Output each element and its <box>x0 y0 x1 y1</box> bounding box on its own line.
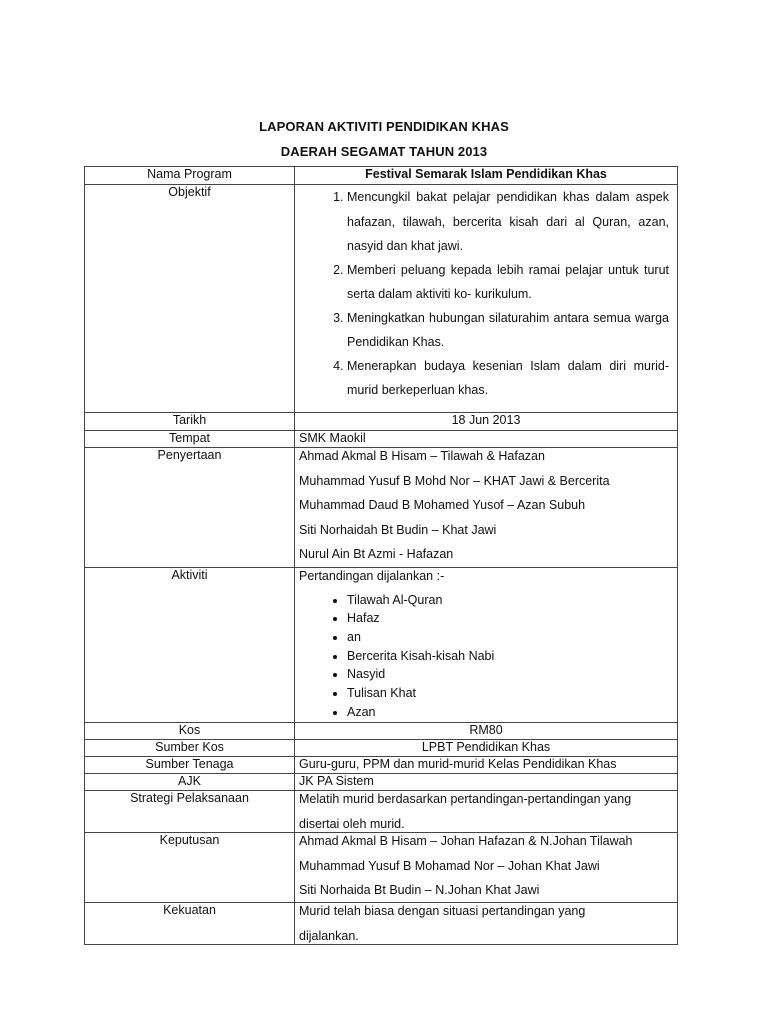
strategi-line: disertai oleh murid. <box>299 816 405 831</box>
objektif-list <box>299 185 673 404</box>
report-subtitle: DAERAH SEGAMAT TAHUN 2013 <box>280 144 488 159</box>
aktiviti-item: • Tulisan Khat <box>347 684 673 703</box>
strategi-line: Melatih murid berdasarkan pertandingan-pertandingan yang <box>299 791 632 806</box>
row-nama-program <box>85 167 678 185</box>
value-kos: RM80 <box>295 722 678 739</box>
label-tempat: Tempat <box>85 431 295 448</box>
objektif-item: 1. Mencungkil bakat pelajar pendidikan khas dalam aspek hafazan, tilawah, bercerita kisah dari al Quran, azan, nasyid dan khat jawi. <box>347 185 669 260</box>
value-strategi <box>295 790 678 832</box>
value-aktiviti <box>295 567 678 722</box>
row-aktiviti <box>85 567 678 722</box>
row-sumber-tenaga <box>85 756 678 773</box>
label-ajk: AJK <box>85 773 295 790</box>
participant-entry: Nurul Ain Bt Azmi - Hafazan <box>299 547 454 562</box>
keputusan-entry: Ahmad Akmal B Hisam – Johan Hafazan & N.Johan Tilawah <box>299 833 633 848</box>
value-objektif <box>295 185 678 413</box>
aktiviti-item: • an <box>347 628 673 647</box>
report-title: LAPORAN AKTIVITI PENDIDIKAN KHAS <box>259 119 509 134</box>
aktiviti-item: • Tilawah Al-Quran <box>347 591 673 610</box>
value-penyertaan <box>295 448 678 568</box>
label-penyertaan: Penyertaan <box>85 448 295 568</box>
objektif-item: 3. Meningkatkan hubungan silaturahim antara semua warga Pendidikan Khas. <box>347 306 669 356</box>
label-sumber-tenaga: Sumber Tenaga <box>85 756 295 773</box>
value-sumber-kos: LPBT Pendidikan Khas <box>295 739 678 756</box>
row-kos <box>85 722 678 739</box>
keputusan-entry: Siti Norhaida Bt Budin – N.Johan Khat Jawi <box>299 883 540 898</box>
label-keputusan: Keputusan <box>85 832 295 903</box>
participant-entry: Siti Norhaidah Bt Budin – Khat Jawi <box>299 522 497 537</box>
label-sumber-kos: Sumber Kos <box>85 739 295 756</box>
value-kekuatan <box>295 903 678 945</box>
label-tarikh: Tarikh <box>85 413 295 431</box>
label-strategi: Strategi Pelaksanaan <box>85 790 295 832</box>
report-table <box>84 166 678 945</box>
keputusan-entry: Muhammad Yusuf B Mohamad Nor – Johan Khat Jawi <box>299 858 600 873</box>
row-kekuatan <box>85 903 678 945</box>
label-aktiviti: Aktiviti <box>85 567 295 722</box>
objektif-item: 2. Memberi peluang kepada lebih ramai pelajar untuk turut serta dalam aktiviti ko- kurikulum. <box>347 258 669 308</box>
value-tarikh: 18 Jun 2013 <box>295 413 678 431</box>
row-tarikh <box>85 413 678 431</box>
label-kos: Kos <box>85 722 295 739</box>
row-objektif <box>85 185 678 413</box>
row-tempat <box>85 431 678 448</box>
participant-entry: Muhammad Yusuf B Mohd Nor – KHAT Jawi & Bercerita <box>299 474 610 488</box>
value-tempat: SMK Maokil <box>295 431 678 448</box>
label-kekuatan: Kekuatan <box>85 903 295 945</box>
objektif-item: 4. Menerapkan budaya kesenian Islam dalam diri murid-murid berkeperluan khas. <box>347 354 669 404</box>
kekuatan-line: dijalankan. <box>299 929 359 944</box>
row-ajk <box>85 773 678 790</box>
value-ajk: JK PA Sistem <box>295 773 678 790</box>
aktiviti-item: • Bercerita Kisah-kisah Nabi <box>347 647 673 666</box>
row-strategi <box>85 790 678 832</box>
value-sumber-tenaga: Guru-guru, PPM dan murid-murid Kelas Pendidikan Khas <box>295 756 678 773</box>
row-penyertaan <box>85 448 678 568</box>
aktiviti-item: • Hafaz <box>347 609 673 628</box>
value-nama-program: Festival Semarak Islam Pendidikan Khas <box>295 167 678 185</box>
participant-entry: Ahmad Akmal B Hisam – Tilawah & Hafazan <box>299 449 545 463</box>
value-keputusan <box>295 832 678 903</box>
participant-entry: Muhammad Daud B Mohamed Yusof – Azan Subuh <box>299 498 586 513</box>
aktiviti-intro: Pertandingan dijalankan :- <box>299 568 445 583</box>
label-nama-program: Nama Program <box>85 167 295 185</box>
aktiviti-item: • Azan <box>347 703 673 722</box>
row-keputusan <box>85 832 678 903</box>
kekuatan-line: Murid telah biasa dengan situasi pertandingan yang <box>299 904 586 919</box>
row-sumber-kos <box>85 739 678 756</box>
label-objektif: Objektif <box>85 185 295 413</box>
aktiviti-item: • Nasyid <box>347 665 673 684</box>
aktiviti-list <box>299 591 673 722</box>
